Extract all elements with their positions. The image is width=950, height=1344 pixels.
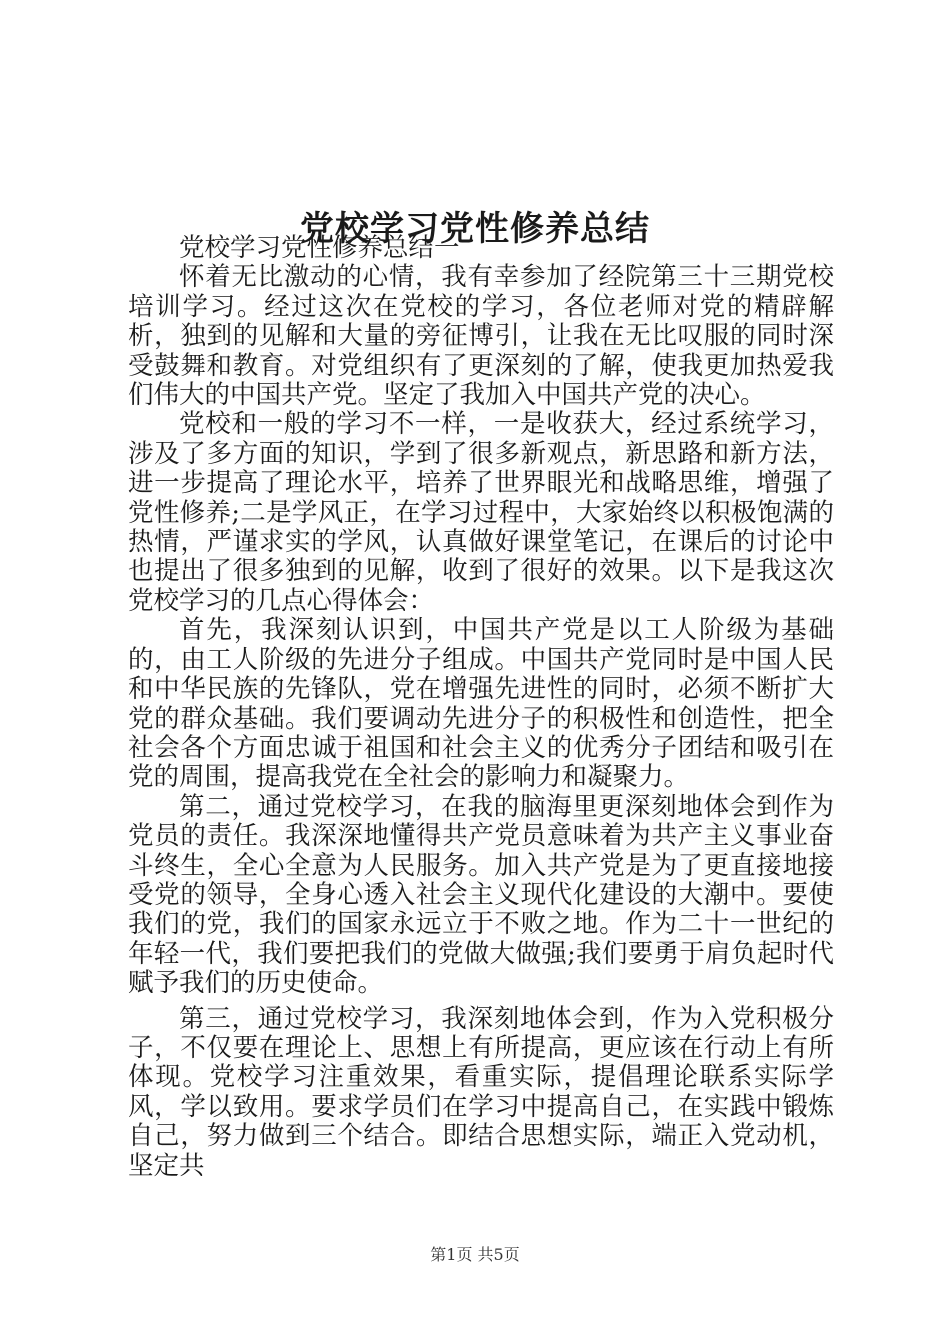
- paragraph-first: 首先，我深刻认识到，中国共产党是以工人阶级为基础的，由工人阶级的先进分子组成。中国共产党同时是中国人民和中华民族的先锋队，党在增强先进性的同时，必须不断扩大党的群众基础。我们要调动先进分子的积极性和创造性，把全社会各个方面忠诚于祖国和社会主义的优秀分子团结和吸引在党的周围，提高我党在全社会的影响力和凝聚力。: [128, 615, 834, 793]
- paragraph-differences: 党校和一般的学习不一样，一是收获大，经过系统学习，涉及了多方面的知识，学到了很多新观点，新思路和新方法，进一步提高了理论水平，培养了世界眼光和战略思维，增强了党性修养;二是学风正，在学习过程中，大家始终以积极饱满的热情，严谨求实的学风，认真做好课堂笔记，在课后的讨论中也提出了很多独到的见解，收到了很好的效果。以下是我这次党校学习的几点心得体会：: [128, 409, 834, 616]
- paragraph-intro: 怀着无比激动的心情，我有幸参加了经院第三十三期党校培训学习。经过这次在党校的学习，各位老师对党的精辟解析，独到的见解和大量的旁征博引，让我在无比叹服的同时深受鼓舞和教育。对党组织有了更深刻的了解，使我更加热爱我们伟大的中国共产党。坚定了我加入中国共产党的决心。: [128, 262, 834, 411]
- document-body: [128, 234, 834, 1181]
- paragraph-second: 第二，通过党校学习，在我的脑海里更深刻地体会到作为党员的责任。我深深地懂得共产党员意味着为共产主义事业奋斗终生，全心全意为人民服务。加入共产党是为了更直接地接受党的领导，全身心透入社会主义现代化建设的大潮中。要使我们的党，我们的国家永远立于不败之地。作为二十一世纪的年轻一代，我们要把我们的党做大做强;我们要勇于肩负起时代赋予我们的历史使命。: [128, 791, 834, 999]
- paragraph-third: 第三，通过党校学习，我深刻地体会到，作为入党积极分子，不仅要在理论上、思想上有所提高，更应该在行动上有所体现。党校学习注重效果，看重实际，提倡理论联系实际学风，学以致用。要求学员们在学习中提高自己，在实践中锻炼自己，努力做到三个结合。即结合思想实际，端正入党动机，坚定共: [128, 1003, 834, 1181]
- section-heading: 党校学习党性修养总结一: [179, 233, 460, 263]
- document-title: 党校学习党性修养总结: [300, 208, 650, 249]
- page-footer: 第1页 共5页: [430, 1245, 520, 1264]
